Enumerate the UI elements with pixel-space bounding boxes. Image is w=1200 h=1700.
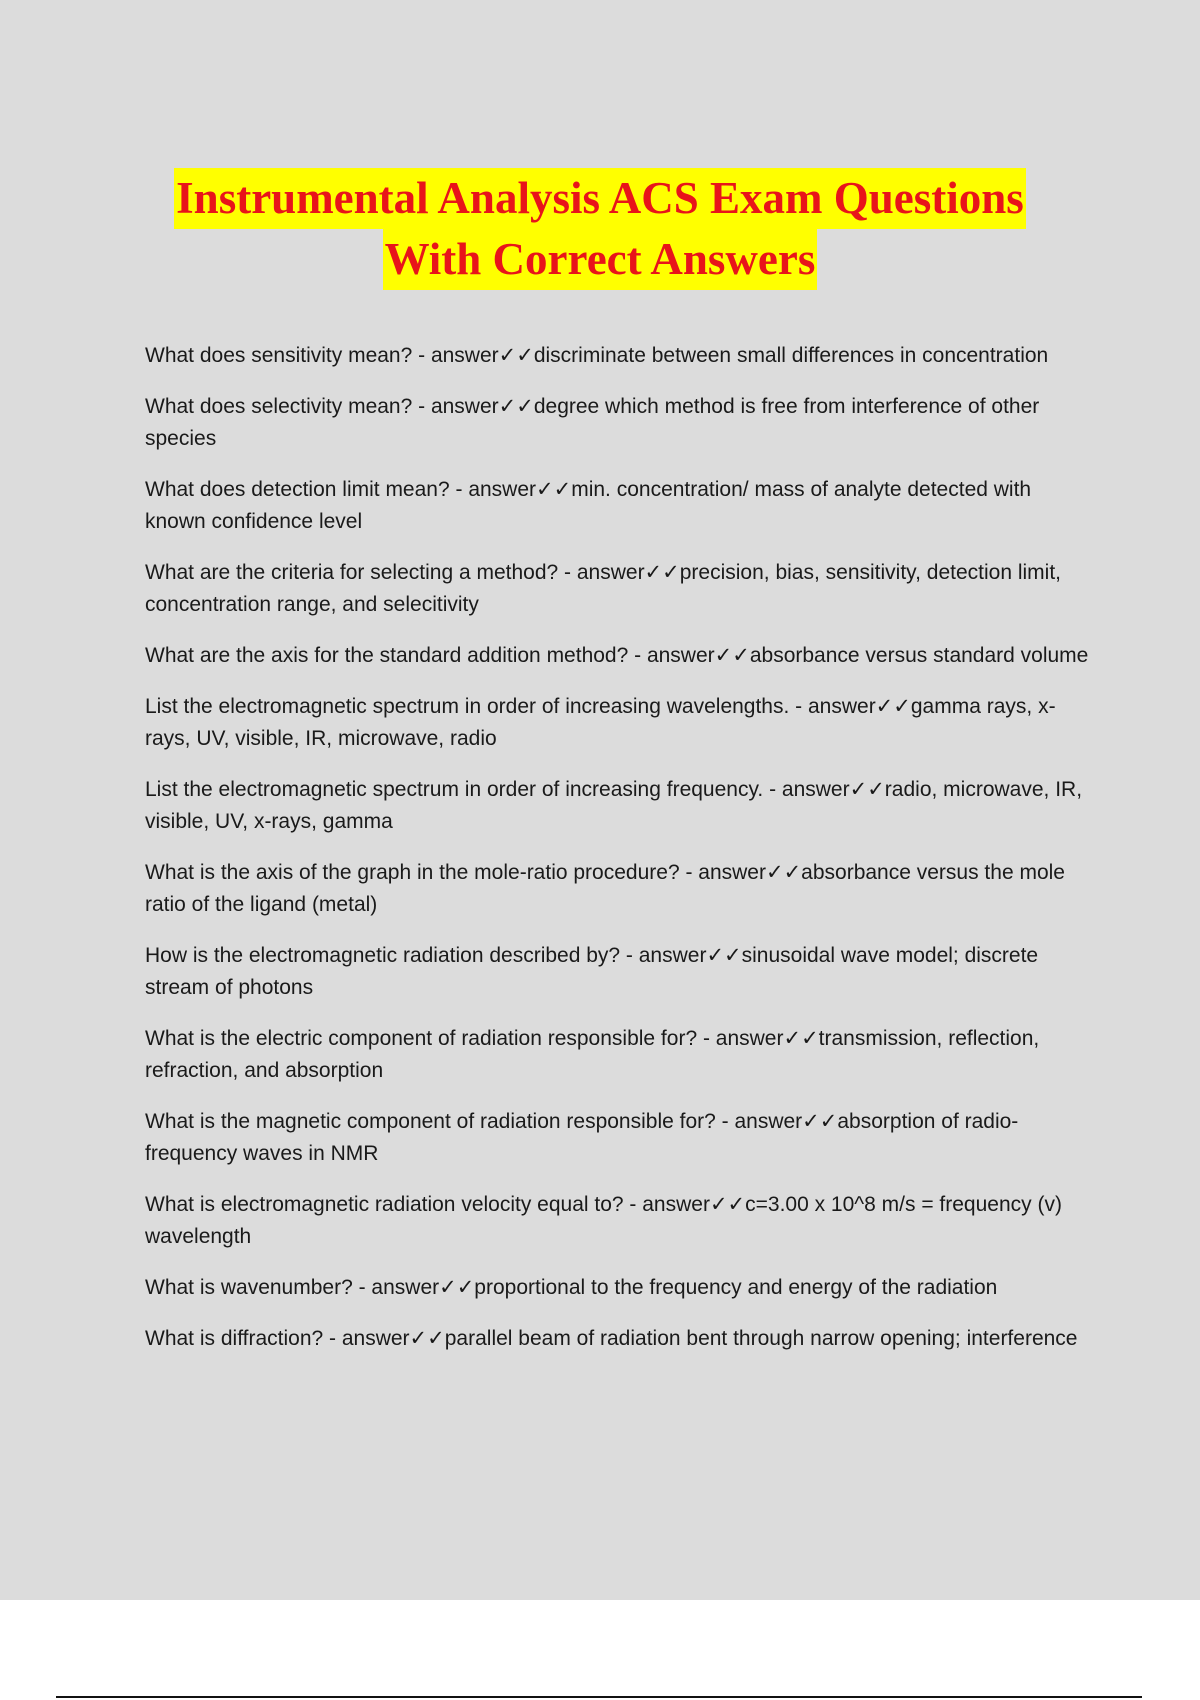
qa-item-wavenumber: What is wavenumber? - answer✓✓proportional to the frequency and energy of the radiation — [145, 1276, 998, 1299]
title-line-1: Instrumental Analysis ACS Exam Questions — [174, 168, 1026, 229]
document-title — [0, 168, 1200, 290]
qa-item-selectivity: What does selectivity mean? - answer✓✓degree which method is free from interference of other species — [145, 395, 1040, 450]
qa-item-diffraction: What is diffraction? - answer✓✓parallel beam of radiation bent through narrow opening; interference — [145, 1327, 1078, 1350]
qa-item-standard-addition: What are the axis for the standard addition method? - answer✓✓absorbance versus standard volume — [145, 644, 1089, 667]
qa-item-method-criteria: What are the criteria for selecting a method? - answer✓✓precision, bias, sensitivity, detection limit, concentration range, and selecitivity — [145, 561, 1062, 616]
qa-item-electric-component: What is the electric component of radiation responsible for? - answer✓✓transmission, reflection, refraction, and absorption — [145, 1027, 1040, 1082]
qa-item-spectrum-wavelength: List the electromagnetic spectrum in order of increasing wavelengths. - answer✓✓gamma rays, x-rays, UV, visible, IR, microwave, radio — [145, 695, 1056, 750]
qa-item-magnetic-component: What is the magnetic component of radiation responsible for? - answer✓✓absorption of radio-frequency waves in NMR — [145, 1110, 1019, 1165]
title-line-2: With Correct Answers — [383, 229, 818, 290]
qa-item-radiation-velocity: What is electromagnetic radiation velocity equal to? - answer✓✓c=3.00 x 10^8 m/s = frequency (v) wavelength — [145, 1193, 1062, 1248]
qa-item-detection-limit: What does detection limit mean? - answer✓✓min. concentration/ mass of analyte detected with known confidence level — [145, 478, 1032, 533]
qa-item-spectrum-frequency: List the electromagnetic spectrum in order of increasing frequency. - answer✓✓radio, microwave, IR, visible, UV, x-rays, gamma — [145, 778, 1083, 833]
qa-list — [145, 340, 1095, 1374]
qa-item-mole-ratio: What is the axis of the graph in the mole-ratio procedure? - answer✓✓absorbance versus the mole ratio of the ligand (metal) — [145, 861, 1065, 916]
qa-item-sensitivity: What does sensitivity mean? - answer✓✓discriminate between small differences in concentration — [145, 344, 1049, 367]
footer-divider — [56, 1696, 1142, 1698]
qa-item-radiation-description: How is the electromagnetic radiation described by? - answer✓✓sinusoidal wave model; discrete stream of photons — [145, 944, 1039, 999]
